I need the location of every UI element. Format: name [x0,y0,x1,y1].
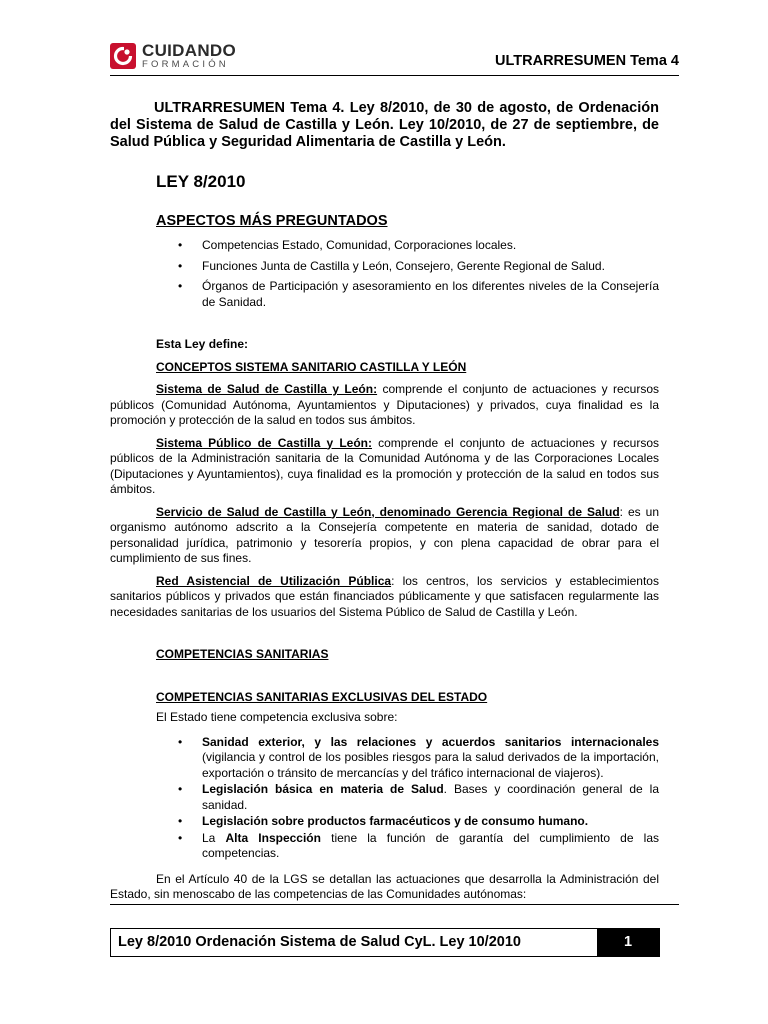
list-item: • Órganos de Participación y asesoramiento en los diferentes niveles de la Consejería de Sanidad. [178,279,659,309]
concepto-paragraph: Servicio de Salud de Castilla y León, denominado Gerencia Regional de Salud: es un organismo autónomo adscrito a la Consejería competente en materia de sanidad, dotado de personalidad jurídica, patrimonio y tesorería propios, y con plena capacidad de obrar para el cumplimiento de sus fines. [110,504,659,565]
footer-text: Ley 8/2010 Ordenación Sistema de Salud CyL. Ley 10/2010 [118,934,521,950]
ley-heading: LEY 8/2010 [156,172,246,191]
estado-list [156,735,659,862]
document-body [110,100,659,903]
list-item: • Funciones Junta de Castilla y León, Consejero, Gerente Regional de Salud. [178,258,605,273]
header-title: ULTRARRESUMEN Tema 4 [495,53,679,69]
concepto-paragraph: Red Asistencial de Utilización Pública: los centros, los servicios y establecimientos sanitarios públicos y privados que están financiados públicamente y que satisfacen regularmente las necesidades sanitarias de los usuarios del Sistema Público de Salud de Castilla y León. [110,573,659,619]
list-item: • Legislación básica en materia de Salud. Bases y coordinación general de la sanidad. [178,782,660,812]
logo-subtitle: FORMACIÓN [142,59,229,71]
estado-intro: El Estado tiene competencia exclusiva sobre: [156,710,398,724]
aspectos-list [156,238,659,310]
list-item: • Legislación sobre productos farmacéuticos y de consumo humano. [178,814,589,828]
aspectos-heading: ASPECTOS MÁS PREGUNTADOS [156,212,388,229]
articulo-paragraph: En el Artículo 40 de la LGS se detallan las actuaciones que desarrolla la Administración del Estado, sin menoscabo de las competencias de las Comunidades autónomas: [110,871,659,901]
logo-name: CUIDANDO [142,41,237,61]
document-title: ULTRARRESUMEN Tema 4. Ley 8/2010, de 30 de agosto, de Ordenación del Sistema de Salud de Castilla y León. Ley 10/2010, de 27 de septiembre, de Salud Pública y Seguridad Alimentaria de Castilla y León. [110,100,659,150]
logo-mark-icon [110,43,136,69]
exclusivas-heading: COMPETENCIAS SANITARIAS EXCLUSIVAS DEL ESTADO [156,689,488,704]
competencias-heading: COMPETENCIAS SANITARIAS [156,647,329,661]
list-item: • Competencias Estado, Comunidad, Corporaciones locales. [178,238,517,252]
define-label: Esta Ley define: [156,337,249,351]
conceptos-heading: CONCEPTOS SISTEMA SANITARIO CASTILLA Y LEÓN [156,359,467,374]
concepto-paragraph: Sistema de Salud de Castilla y León: comprende el conjunto de actuaciones y recursos públicos (Comunidad Autónoma, Ayuntamientos y Diputaciones) y privados, cuya finalidad es la promoción y protección de la salud en todos sus ámbitos. [110,382,659,427]
header-divider [110,75,679,76]
list-item: • La Alta Inspección tiene la función de garantía del cumplimiento de las competencias. [178,830,660,860]
logo [110,40,236,72]
list-item: • Sanidad exterior, y las relaciones y acuerdos sanitarios internacionales (vigilancia y control de los posibles riesgos para la salud derivados de la importación, exportación o tránsito de mercancías y del tráfico internacional de viajeros). [178,734,659,780]
concepto-paragraph: Sistema Público de Castilla y León: comprende el conjunto de actuaciones y recursos públicos de la Administración sanitaria de la Comunidad Autónoma y de las Corporaciones Locales (Diputaciones y Ayuntamientos), cuya finalidad es la promoción y protección de la salud en todos sus ámbitos. [110,435,659,496]
page-number: 1 [597,929,659,956]
footer [110,928,660,957]
footer-divider [110,904,679,905]
